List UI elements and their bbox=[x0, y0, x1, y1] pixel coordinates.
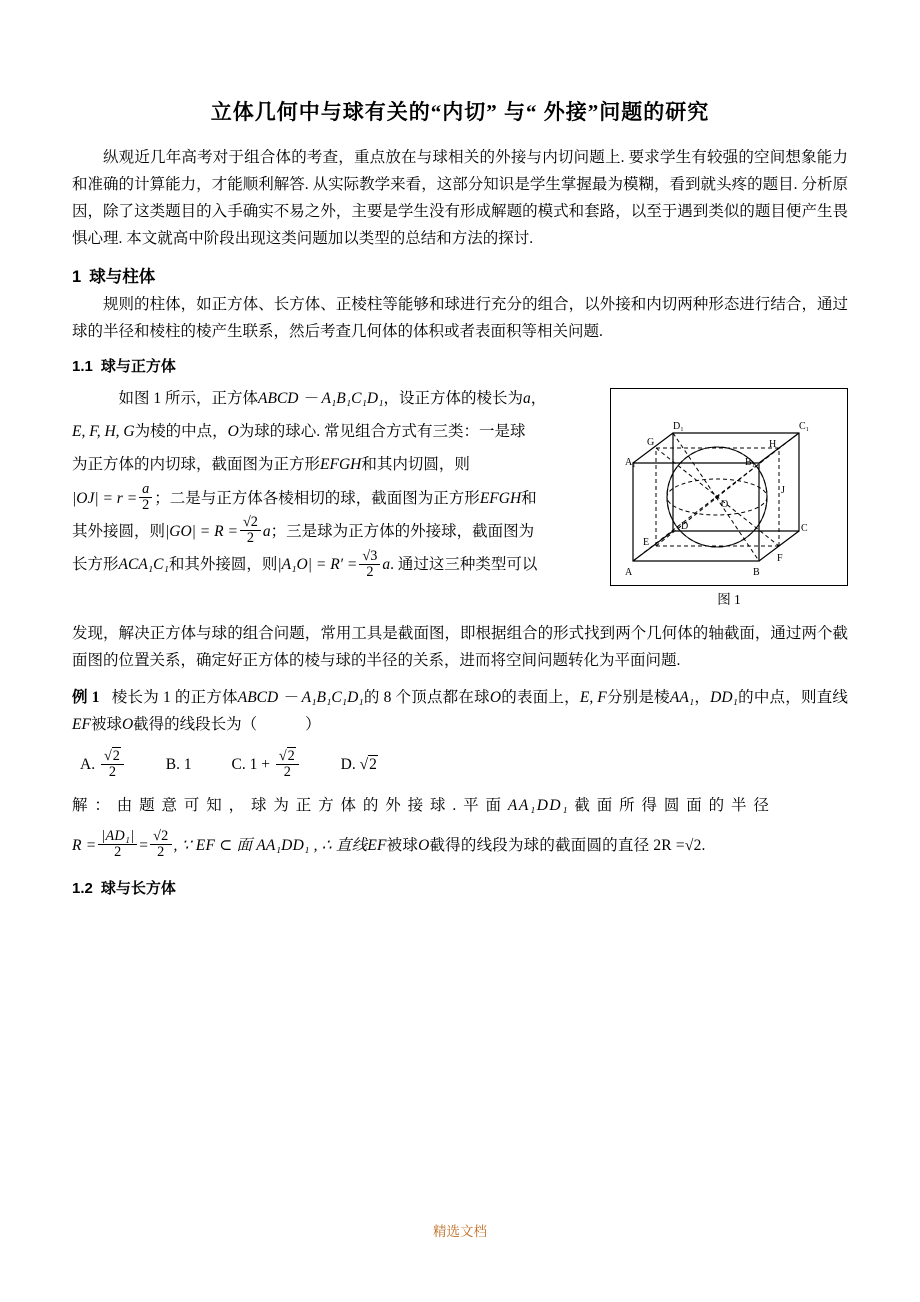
math-line-4-d: 和 bbox=[521, 489, 537, 507]
math-var-a-3: a bbox=[382, 556, 391, 574]
section-heading-1-2 bbox=[72, 877, 848, 898]
example-comma: ， bbox=[694, 689, 711, 706]
fraction-numerator: a bbox=[139, 482, 152, 498]
solution-line-1 bbox=[72, 790, 848, 823]
solution-plane-aa1dd1: AA₁DD₁ bbox=[507, 797, 569, 815]
math-square-efgh: EFGH bbox=[320, 456, 362, 474]
fraction-numerator: √2 bbox=[150, 829, 171, 845]
svg-text:C: C bbox=[801, 522, 808, 534]
page-title: 立体几何中与球有关的“内切” 与“ 外接”问题的研究 bbox=[210, 100, 710, 124]
math-oj-radius: |OJ| = r = bbox=[72, 489, 138, 507]
choice-d bbox=[341, 748, 378, 782]
math-line-2-b: 为棱的中点， bbox=[134, 423, 228, 441]
fraction-denominator: 2 bbox=[246, 530, 254, 547]
section-number: 1 bbox=[72, 267, 82, 286]
math-line-1-a: 如图 1 所示，正方体 bbox=[118, 389, 259, 407]
example-text-i: ） bbox=[305, 716, 321, 734]
fraction-denominator: 2 bbox=[142, 497, 150, 514]
math-go-radius: |GO| = R = bbox=[165, 523, 238, 540]
math-line-2-d: 为球的球心. 常见组合方式有三类：一是球 bbox=[238, 423, 526, 441]
math-line-4-b: ；二是与正方体各棱相切的球，截面图为正方形 bbox=[154, 489, 480, 507]
svg-text:E: E bbox=[643, 536, 650, 548]
fraction-sqrt2-over-2 bbox=[240, 515, 261, 546]
fraction-denominator: 2 bbox=[114, 844, 122, 861]
solution-text-c: , ∵ EF ⊂ 面 AA₁DD₁ , ∴ 直线 bbox=[173, 836, 368, 854]
svg-text:H: H bbox=[769, 438, 777, 450]
choice-d-value: √2 bbox=[359, 756, 377, 774]
math-var-a-2: a bbox=[262, 523, 271, 540]
choice-b-key: B. bbox=[165, 756, 180, 774]
fraction-numerator: √3 bbox=[359, 549, 380, 565]
math-line-1-b: ，设正方体的棱长为 bbox=[383, 389, 523, 407]
math-point-o: O bbox=[227, 423, 239, 441]
math-line-5-d: ；三是球为正方体的外接球，截面图为 bbox=[270, 523, 535, 540]
solution-line-2 bbox=[72, 829, 848, 863]
math-var-a: a bbox=[523, 389, 531, 407]
svg-text:O: O bbox=[721, 498, 729, 510]
choice-d-key: D. bbox=[340, 756, 356, 774]
solution-text-d: 被球 bbox=[386, 836, 419, 854]
fraction-denominator: 2 bbox=[366, 563, 374, 580]
section-heading-1-1 bbox=[72, 355, 848, 376]
watermark-footer: 精选文档 bbox=[433, 1224, 487, 1239]
intro-paragraph: 纵观近几年高考对于组合体的考查，重点放在与球相关的外接与内切问题上. 要求学生有较强的空间想象能力和准确的计算能力，才能顺利解答. 从实际教学来看，这部分知识是学生掌握最为模糊，看到就头疼的题目. 分析原因，除了这类题目的入手确实不易之外，主要是学生没有形成解题的模式和套路，以至于遇到类似的题目便产生畏惧心理. 本文就高中阶段出现这类问题加以类型的总结和方法的探讨. bbox=[72, 149, 848, 248]
svg-text:B₁: B₁ bbox=[745, 456, 756, 468]
solution-text-a: 解 ： 由 题 意 可 知 ， 球 为 正 方 体 的 外 接 球 . 平 面 bbox=[72, 797, 503, 815]
section-title: 球与柱体 bbox=[89, 267, 156, 286]
fraction-denominator: 2 bbox=[157, 844, 165, 861]
example-label: 例 1 bbox=[72, 689, 100, 706]
fraction-sqrt2-over-2-sol bbox=[150, 829, 171, 860]
solution-period: . bbox=[701, 836, 706, 854]
example-sphere-o-2: O bbox=[121, 716, 134, 734]
svg-text:C₁: C₁ bbox=[799, 420, 810, 432]
math-line-5-a: 其外接圆，则 bbox=[72, 523, 166, 540]
choice-c-value-prefix: 1 + bbox=[249, 756, 270, 774]
math-rect-acac1: ACA₁C₁ bbox=[118, 556, 169, 574]
math-line-6-f: . 通过这三种类型可以 bbox=[390, 556, 538, 574]
math-line-3-a: 为正方体的内切球，截面图为正方形 bbox=[72, 456, 321, 474]
solution-line-ef: EF bbox=[367, 836, 387, 854]
example-text-c: 的表面上， bbox=[501, 689, 580, 706]
choice-b-value: 1 bbox=[183, 756, 192, 774]
math-a1o-radius: |A₁O| = R′ = bbox=[277, 556, 358, 574]
svg-text:D: D bbox=[681, 520, 689, 532]
solution-equals: = bbox=[139, 836, 149, 854]
math-line-1-d: ， bbox=[530, 389, 547, 407]
fraction-sqrt3-over-2 bbox=[359, 549, 380, 580]
choice-c-key: C. bbox=[231, 756, 246, 774]
example-1-choices bbox=[80, 748, 848, 782]
solution-sphere-o: O bbox=[418, 836, 430, 854]
svg-text:A₁: A₁ bbox=[625, 456, 636, 468]
example-1-statement bbox=[72, 684, 848, 738]
section-heading-1 bbox=[72, 263, 848, 287]
fraction-a-over-2 bbox=[139, 482, 152, 513]
solution-text-b: 截 面 所 得 圆 面 的 半 径 bbox=[574, 797, 771, 815]
math-line-3-c: 和其内切圆，则 bbox=[361, 456, 470, 474]
example-text-b: 的 8 个顶点都在球 bbox=[363, 689, 490, 706]
section1-body: 规则的柱体，如正方体、长方体、正棱柱等能够和球进行充分的组合，以外接和内切两种形态进行结合，通过球的半径和棱柱的棱产生联系，然后考查几何体的体积或者表面积等相关问题. bbox=[72, 295, 848, 340]
fraction-numerator: |AD₁| bbox=[98, 829, 137, 845]
choice-c-fraction: $\frac{√2}{2}$ bbox=[276, 749, 299, 780]
svg-text:G: G bbox=[647, 436, 655, 448]
example-text-a: 棱长为 1 的正方体 bbox=[111, 689, 238, 706]
example-edge-dd1: DD₁ bbox=[710, 689, 738, 706]
example-solid: ABCD － A₁B₁C₁D₁ bbox=[237, 689, 364, 706]
choice-c bbox=[232, 748, 301, 782]
example-text-g: 被球 bbox=[90, 716, 122, 734]
example-text-f: 中点，则直线 bbox=[753, 689, 848, 706]
figure-1 bbox=[610, 388, 848, 608]
solution-text-f: 截得的线段为球的截面圆的直径 2R = bbox=[429, 836, 685, 854]
math-solid-1: ABCD － A₁B₁C₁D₁ bbox=[258, 389, 384, 407]
subsection-number: 1.1 bbox=[72, 357, 93, 375]
solution-sqrt2: √2 bbox=[684, 836, 702, 854]
svg-text:D₁: D₁ bbox=[673, 420, 684, 432]
example-text-d: 分别是棱 bbox=[606, 689, 670, 706]
choice-a-key: A. bbox=[80, 756, 96, 774]
cube-with-sphere-diagram bbox=[611, 389, 847, 585]
example-sphere-o: O bbox=[489, 689, 502, 706]
math-line-6-c: 和其外接圆，则 bbox=[168, 556, 278, 574]
example-text-h: 截得的线段长为（ bbox=[133, 716, 258, 734]
subsection-title-2: 球与长方体 bbox=[100, 879, 176, 897]
example-points-ef: E, F bbox=[579, 689, 607, 706]
section-1-1-summary: 发现，解决正方体与球的组合问题，常用工具是截面图，即根据组合的形式找到两个几何体的轴截面，通过两个截面图的位置关系，确定好正方体的棱与球的半径的关系，进而将空间问题转化为平面问题. bbox=[72, 624, 848, 669]
choice-b bbox=[166, 748, 192, 782]
subsection-title: 球与正方体 bbox=[100, 357, 176, 375]
example-line-ef: EF bbox=[72, 716, 91, 734]
svg-text:A: A bbox=[625, 566, 633, 578]
choice-a bbox=[80, 748, 126, 782]
choice-a-value: $\frac{√2}{2}$ bbox=[101, 749, 124, 780]
math-square-efgh-2: EFGH bbox=[479, 489, 522, 507]
fraction-numerator: √2 bbox=[240, 515, 261, 531]
figure-1-box bbox=[610, 388, 848, 586]
solution-radius-eq: R = bbox=[72, 836, 97, 854]
example-text-e: 的 bbox=[737, 689, 754, 706]
math-points-efhg: E, F, H, G bbox=[72, 423, 135, 441]
subsection-number-2: 1.2 bbox=[72, 879, 93, 897]
example-edge-aa1: AA₁ bbox=[669, 689, 695, 706]
svg-text:J: J bbox=[781, 484, 785, 496]
svg-text:F: F bbox=[777, 552, 783, 564]
fraction-ad1-over-2 bbox=[98, 829, 137, 860]
math-line-6-a: 长方形 bbox=[72, 556, 119, 574]
figure-caption: 图 1 bbox=[717, 591, 741, 607]
svg-text:B: B bbox=[753, 566, 760, 578]
